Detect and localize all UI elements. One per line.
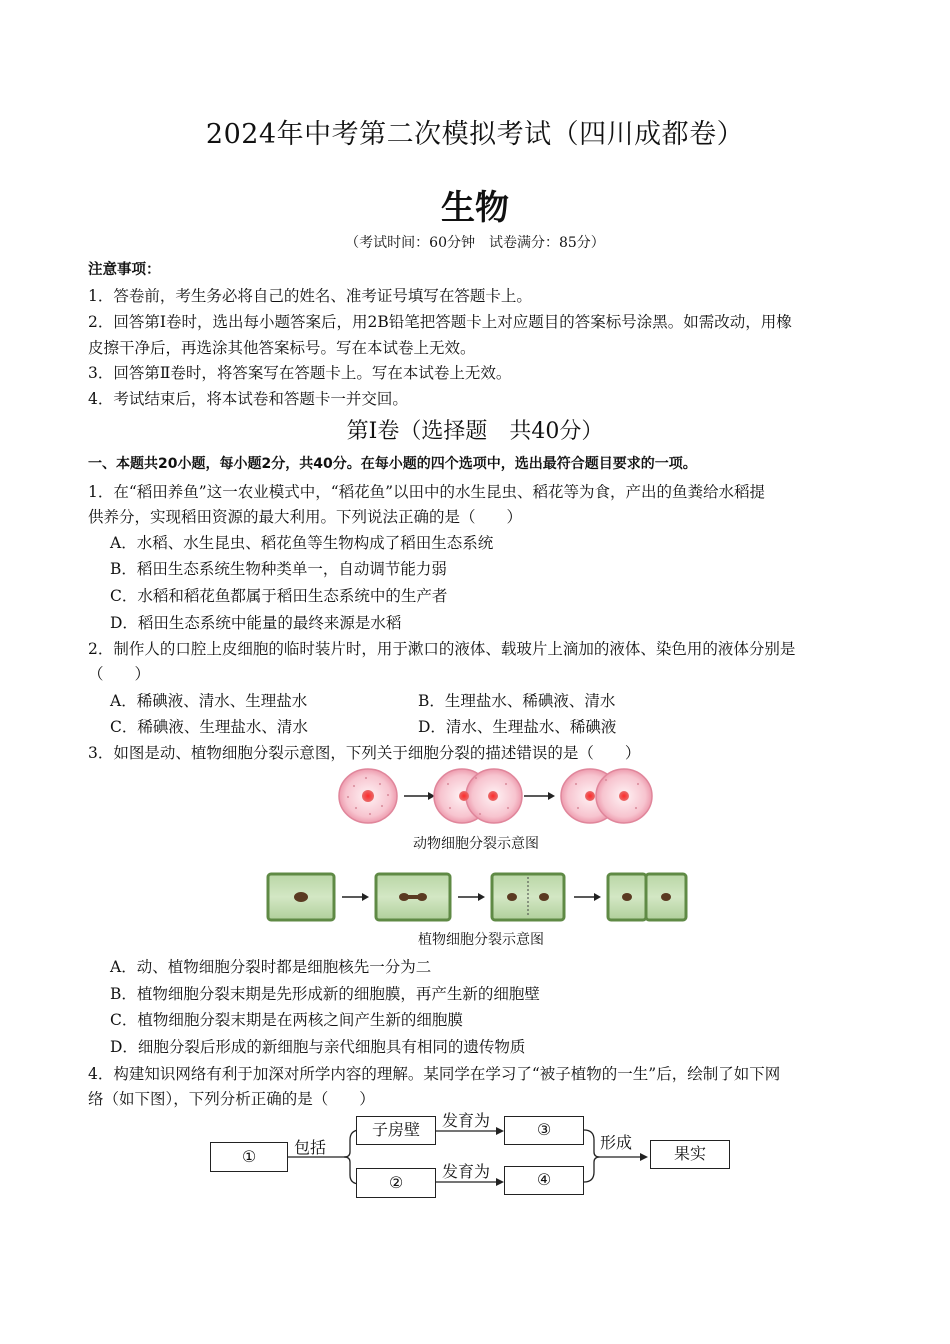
q1-stem: 1．在“稻田养鱼”这一农业模式中，“稻花鱼”以田中的水生昆虫、稻花等为食，产出的鱼粪给水稻提 [88, 483, 766, 501]
notes-heading: 注意事项： [88, 262, 161, 278]
plant-cell-4 [608, 874, 686, 920]
q1-option-a: A．水稻、水生昆虫、稻花鱼等生物构成了稻田生态系统 [110, 534, 494, 552]
note-line: 3．回答第Ⅱ卷时，将答案写在答题卡上。写在本试卷上无效。 [88, 364, 512, 382]
section-instruction: 一、本题共20小题，每小题2分，共40分。在每小题的四个选项中，选出最符合题目要求的一项。 [88, 456, 697, 472]
subject-title: 生物 [441, 188, 509, 228]
q1-option-b: B．稻田生态系统生物种类单一，自动调节能力弱 [110, 560, 447, 578]
diagram-box-ovary-wall: 子房壁 [356, 1116, 436, 1145]
note-line: 4．考试结束后，将本试卷和答题卡一并交回。 [88, 390, 408, 408]
arrow-icon [404, 792, 435, 800]
exam-meta: （考试时间：60分钟 试卷满分：85分） [345, 235, 605, 251]
q4-stem: 4．构建知识网络有利于加深对所学内容的理解。某同学在学习了“被子植物的一生”后，绘制了如下网 [88, 1065, 781, 1083]
q2-option-b: B．生理盐水、稀碘液、清水 [418, 692, 616, 710]
arrow-icon [342, 893, 369, 901]
diagram-label-develop-2: 发育为 [442, 1162, 491, 1181]
arrow-icon [574, 893, 601, 901]
q2-stem: 2．制作人的口腔上皮细胞的临时装片时，用于漱口的液体、载玻片上滴加的液体、染色用的液体分别是 [88, 640, 796, 658]
plant-cell-division-figure [264, 868, 690, 924]
diagram-label-include: 包括 [294, 1138, 327, 1157]
diagram-label-develop-1: 发育为 [442, 1111, 491, 1130]
q3-option-a: A．动、植物细胞分裂时都是细胞核先一分为二 [110, 958, 432, 976]
q2-stem-cont: （ ） [88, 665, 151, 683]
q2-option-c: C．稀碘液、生理盐水、清水 [110, 718, 308, 736]
diagram-box-2: ② [356, 1168, 436, 1198]
plant-figure-caption: 植物细胞分裂示意图 [418, 932, 544, 948]
arrow-icon [458, 893, 485, 901]
diagram-box-3: ③ [504, 1116, 584, 1145]
note-line: 2．回答第Ⅰ卷时，选出每小题答案后，用2B铅笔把答题卡上对应题目的答案标号涂黑。如需改动，用橡 [88, 313, 792, 331]
section-title: 第Ⅰ卷（选择题 共40分） [346, 419, 604, 444]
plant-cell-1 [268, 874, 334, 920]
diagram-box-4: ④ [504, 1166, 584, 1195]
q1-option-c: C．水稻和稻花鱼都属于稻田生态系统中的生产者 [110, 587, 448, 605]
animal-cell-division-figure [336, 766, 656, 826]
q4-stem-cont: 络（如下图），下列分析正确的是（ ） [88, 1090, 375, 1108]
exam-title: 2024年中考第二次模拟考试（四川成都卷） [205, 119, 745, 150]
arrow-icon [524, 792, 555, 800]
animal-cell-3 [561, 769, 652, 823]
plant-cell-3 [492, 874, 564, 920]
diagram-box-1: ① [210, 1142, 288, 1172]
animal-cell-2 [434, 769, 522, 823]
plant-cell-2 [376, 874, 450, 920]
q3-option-b: B．植物细胞分裂末期是先形成新的细胞膜，再产生新的细胞壁 [110, 985, 540, 1003]
q1-stem-cont: 供养分，实现稻田资源的最大利用。下列说法正确的是（ ） [88, 508, 523, 526]
q3-option-c: C．植物细胞分裂末期是在两核之间产生新的细胞膜 [110, 1011, 463, 1029]
q3-stem: 3．如图是动、植物细胞分裂示意图，下列关于细胞分裂的描述错误的是（ ） [88, 744, 641, 762]
animal-cell-1 [339, 769, 397, 823]
q2-option-d: D．清水、生理盐水、稀碘液 [418, 718, 617, 736]
q3-option-d: D．细胞分裂后形成的新细胞与亲代细胞具有相同的遗传物质 [110, 1038, 526, 1056]
q1-option-d: D．稻田生态系统中能量的最终来源是水稻 [110, 614, 402, 632]
note-line: 1．答卷前，考生务必将自己的姓名、准考证号填写在答题卡上。 [88, 287, 532, 305]
note-line: 皮擦干净后，再选涂其他答案标号。写在本试卷上无效。 [88, 339, 476, 357]
q2-option-a: A．稀碘液、清水、生理盐水 [110, 692, 308, 710]
diagram-box-fruit: 果实 [650, 1140, 730, 1169]
diagram-label-form: 形成 [600, 1133, 633, 1152]
animal-figure-caption: 动物细胞分裂示意图 [413, 836, 539, 852]
